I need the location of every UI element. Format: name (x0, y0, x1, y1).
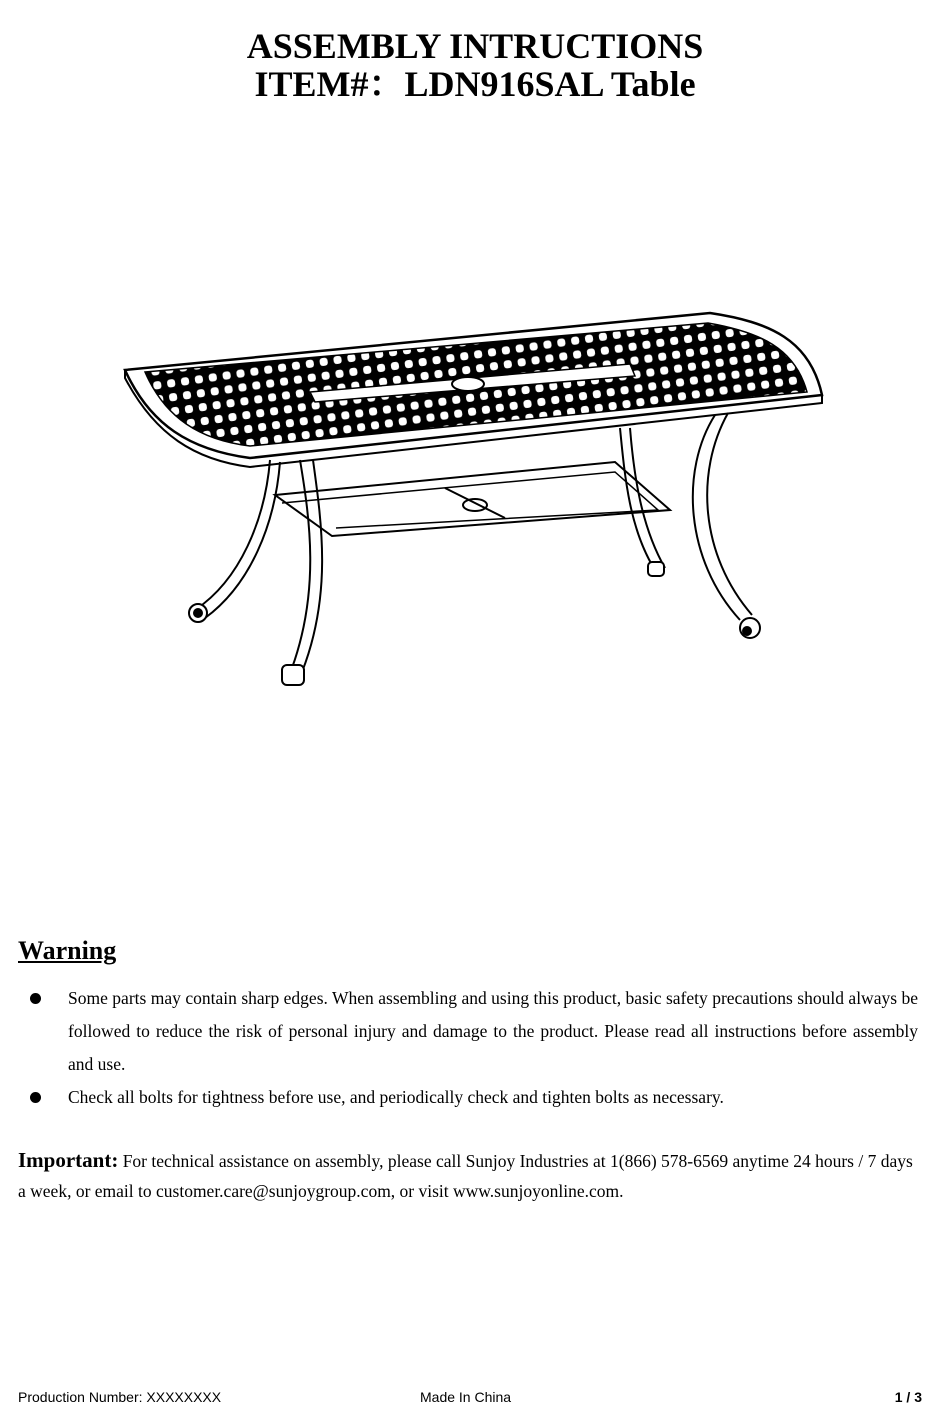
document-title: ASSEMBLY INTRUCTIONS (246, 26, 704, 66)
bullet-icon (30, 993, 41, 1004)
warning-item-text: Check all bolts for tightness before use, and periodically check and tighten bolts as necessary. (68, 1087, 724, 1107)
production-number: Production Number: XXXXXXXX (18, 1389, 222, 1405)
warning-heading: Warning (18, 936, 117, 965)
important-notice (18, 1145, 918, 1206)
item-number: ITEM#：LDN916SAL Table (254, 64, 696, 104)
patio-table-drawing-icon (110, 300, 840, 700)
warning-item-text: Some parts may contain sharp edges. When assembling and using this product, basic safety precautions should always be followed to reduce the risk of personal injury and damage to the product. Please read all instructions before assembly and use. (68, 988, 918, 1074)
page-number: 1 / 3 (894, 1389, 922, 1405)
important-text: For technical assistance on assembly, please call Sunjoy Industries at 1(866) 578-6569 anytime 24 hours / 7 days a week, or email to customer.care@sunjoygroup.com, or visit www.sunjoyonline.com. (18, 1151, 913, 1201)
warning-item (18, 982, 918, 1081)
important-label: Important: (18, 1148, 119, 1172)
country-of-origin: Made In China (420, 1389, 512, 1405)
warning-item (18, 1081, 918, 1114)
bullet-icon (30, 1092, 41, 1103)
warning-list (18, 982, 918, 1114)
